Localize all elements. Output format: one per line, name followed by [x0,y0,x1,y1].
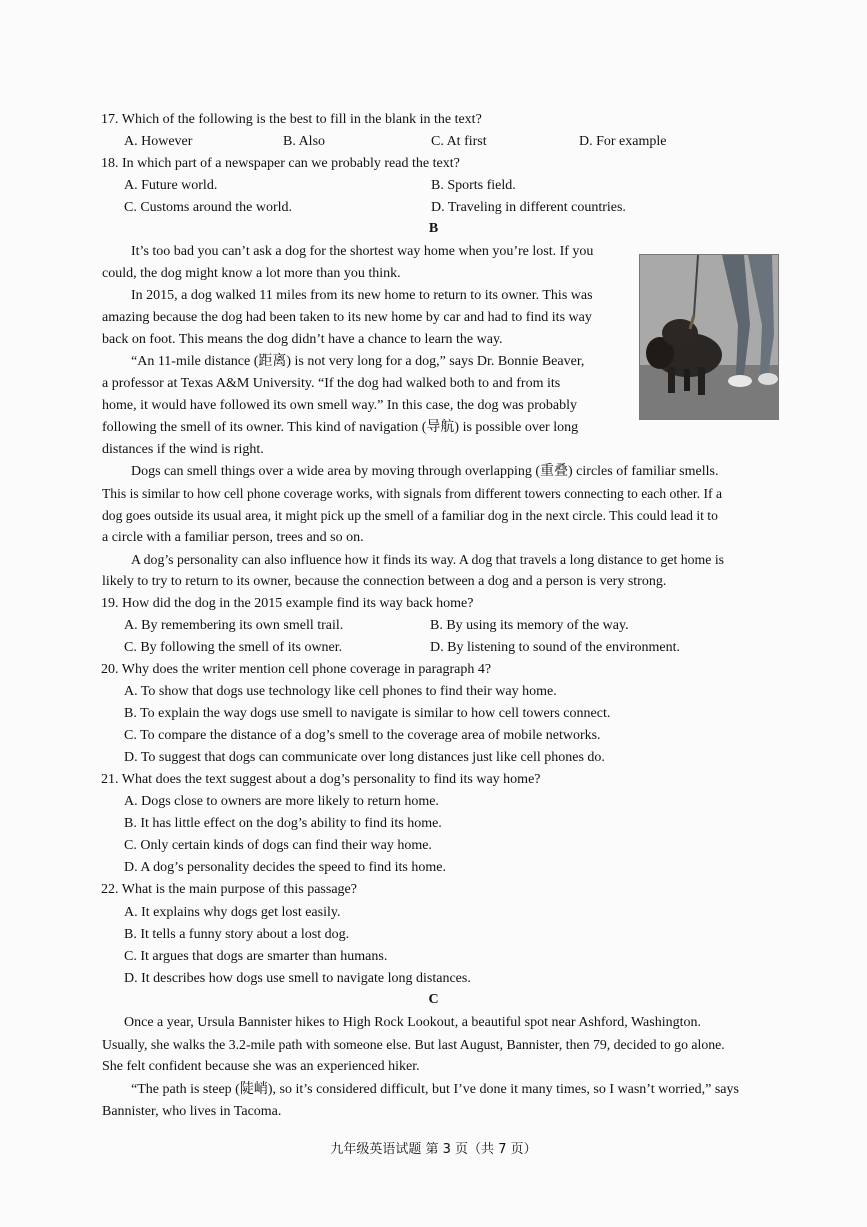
q18-option-c: C. Customs around the world. [124,200,292,215]
dog-walking-photo [639,254,779,420]
question-21-stem: 21. What does the text suggest about a dog’s personality to find its way home? [101,772,541,787]
passage-c-p1-line3: She felt confident because she was an experienced hiker. [102,1059,420,1074]
q19-option-a: A. By remembering its own smell trail. [124,618,344,633]
q18-option-a: A. Future world. [124,178,218,193]
section-c-heading: C [428,992,439,1007]
q19-option-b: B. By using its memory of the way. [430,618,629,633]
q17-option-d: D. For example [579,134,667,149]
passage-b-p2-line1: In 2015, a dog walked 11 miles from its new home to return to its owner. This was [131,288,593,303]
q17-option-c: C. At first [431,134,487,149]
passage-b-p3-line2: a professor at Texas A&M University. “If the dog had walked both to and from its [102,376,561,391]
q21-option-d: D. A dog’s personality decides the speed to find its home. [124,860,446,875]
question-18-stem: 18. In which part of a newspaper can we probably read the text? [101,156,460,171]
section-b-heading: B [428,221,439,236]
passage-b-p4-line1: Dogs can smell things over a wide area by moving through overlapping (重叠) circles of familiar smells. [131,464,719,479]
page-footer: 九年级英语试题 第 3 页（共 7 页） [330,1142,537,1157]
q18-option-b: B. Sports field. [431,178,516,193]
q18-option-d: D. Traveling in different countries. [431,200,626,215]
passage-b-p4-line4: a circle with a familiar person, trees and so on. [102,530,364,545]
passage-c-p2-line1: “The path is steep (陡峭), so it’s considered difficult, but I’ve done it many times, so I wasn’t worried,” says [131,1082,739,1097]
q20-option-b: B. To explain the way dogs use smell to navigate is similar to how cell towers connect. [124,706,611,721]
passage-b-p3-line3: home, it would have followed its own smell way.” In this case, the dog was probably [102,398,577,413]
q22-option-d: D. It describes how dogs use smell to navigate long distances. [124,971,471,986]
passage-b-p4-line3: dog goes outside its usual area, it might pick up the smell of a familiar dog in the next circle. This could lead it to [102,508,718,523]
passage-b-p1-line2: could, the dog might know a lot more than you think. [102,266,401,281]
q22-option-b: B. It tells a funny story about a lost dog. [124,927,350,942]
question-19-stem: 19. How did the dog in the 2015 example find its way back home? [101,596,474,611]
passage-b-p3-line1: “An 11-mile distance (距离) is not very long for a dog,” says Dr. Bonnie Beaver, [131,354,585,369]
passage-b-p2-line3: back on foot. This means the dog didn’t have a chance to learn the way. [102,332,503,347]
passage-b-p5-line1: A dog’s personality can also influence how it finds its way. A dog that travels a long distance to get home is [131,552,725,567]
passage-c-p1-line2: Usually, she walks the 3.2-mile path with someone else. But last August, Bannister, then 79, decided to go alone. [102,1037,725,1052]
passage-c-p2-line2: Bannister, who lives in Tacoma. [102,1104,282,1119]
question-20-stem: 20. Why does the writer mention cell phone coverage in paragraph 4? [101,662,492,677]
question-17-stem: 17. Which of the following is the best to fill in the blank in the text? [101,112,482,127]
q17-option-b: B. Also [283,134,326,149]
passage-b-p3-line5: distances if the wind is right. [102,442,264,457]
q20-option-a: A. To show that dogs use technology like cell phones to find their way home. [124,684,557,699]
passage-b-p4-line2: This is similar to how cell phone coverage works, with signals from different towers connecting to each other. If a [102,486,722,501]
passage-b-p5-line2: likely to try to return to its owner, because the connection between a dog and a person is very strong. [102,574,667,589]
dog-photo-illustration [640,255,778,419]
passage-b-p3-line4: following the smell of its owner. This kind of navigation (导航) is possible over long [102,420,579,435]
q19-option-c: C. By following the smell of its owner. [124,640,343,655]
passage-b-p1-line1: It’s too bad you can’t ask a dog for the shortest way home when you’re lost. If you [131,244,594,259]
q21-option-a: A. Dogs close to owners are more likely to return home. [124,794,439,809]
q19-option-d: D. By listening to sound of the environment. [430,640,681,655]
q22-option-a: A. It explains why dogs get lost easily. [124,905,341,920]
passage-b-p2-line2: amazing because the dog had been taken to its new home by car and had to find its way [102,310,592,325]
q22-option-c: C. It argues that dogs are smarter than humans. [124,949,388,964]
q21-option-b: B. It has little effect on the dog’s ability to find its home. [124,816,442,831]
q20-option-c: C. To compare the distance of a dog’s smell to the coverage area of mobile networks. [124,728,601,743]
q17-option-a: A. However [124,134,193,149]
question-22-stem: 22. What is the main purpose of this passage? [101,882,357,897]
q21-option-c: C. Only certain kinds of dogs can find their way home. [124,838,432,853]
q20-option-d: D. To suggest that dogs can communicate over long distances just like cell phones do. [124,750,605,765]
passage-c-p1-line1: Once a year, Ursula Bannister hikes to High Rock Lookout, a beautiful spot near Ashford, Washington. [124,1015,701,1030]
